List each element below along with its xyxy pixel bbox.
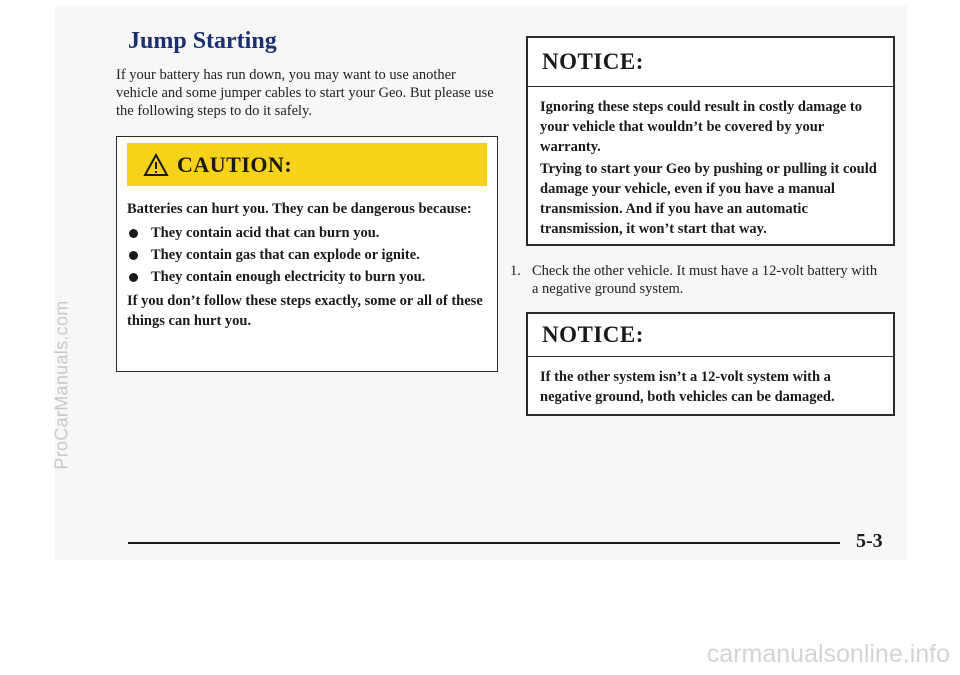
list-item: They contain enough electricity to burn you. xyxy=(127,267,487,287)
caution-header xyxy=(127,143,487,186)
page-number: 5-3 xyxy=(856,530,883,552)
caution-box xyxy=(116,136,498,372)
notice-body xyxy=(528,87,893,239)
notice-label: NOTICE: xyxy=(528,38,893,87)
caution-body xyxy=(127,199,487,331)
step-text: Check the other vehicle. It must have a 12-volt battery with a negative ground system. xyxy=(532,263,878,297)
notice-paragraph: If the other system isn’t a 12-volt system with a negative ground, both vehicles can be damaged. xyxy=(540,369,835,405)
warning-triangle-icon xyxy=(143,153,169,177)
intro-paragraph: If your battery has run down, you may want to use another vehicle and some jumper cables to start your Geo. But please use the following steps to do it safely. xyxy=(116,67,494,119)
notice-paragraph: Trying to start your Geo by pushing or pulling it could damage your vehicle, even if you have a manual transmission. And if you have an automatic transmission, it won’t start that way. xyxy=(540,161,877,237)
step-number: 1. xyxy=(510,263,521,279)
step-1 xyxy=(510,262,880,298)
notice-body xyxy=(528,357,893,407)
notice-paragraph: Ignoring these steps could result in costly damage to your vehicle that wouldn’t be covered by your warranty. xyxy=(540,99,862,155)
notice-box-damage xyxy=(526,36,895,246)
list-item: They contain acid that can burn you. xyxy=(127,223,487,243)
list-item: They contain gas that can explode or ignite. xyxy=(127,245,487,265)
side-watermark: ProCarManuals.com xyxy=(51,300,72,470)
caution-label: CAUTION: xyxy=(177,151,293,177)
bullet-icon xyxy=(129,251,138,260)
bullet-icon xyxy=(129,273,138,282)
caution-bullet-list xyxy=(127,223,487,287)
page-title: Jump Starting xyxy=(128,28,277,54)
footer-rule xyxy=(128,542,840,544)
caution-closing: If you don’t follow these steps exactly, some or all of these things can hurt you. xyxy=(127,293,483,329)
notice-label: NOTICE: xyxy=(528,314,893,357)
bullet-icon xyxy=(129,229,138,238)
caution-lead: Batteries can hurt you. They can be dangerous because: xyxy=(127,201,472,217)
notice-box-voltage xyxy=(526,312,895,416)
bottom-watermark: carmanualsonline.info xyxy=(706,640,950,668)
